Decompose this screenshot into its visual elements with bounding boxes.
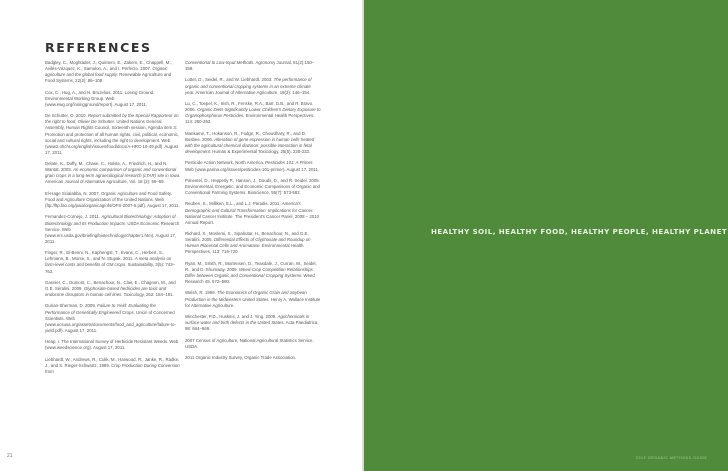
footer-caption: 2012 ORGANIC METHODS GUIDE (636, 456, 708, 460)
reference-entry (185, 131, 321, 155)
reference-entry (185, 178, 321, 196)
reference-text: Gasnier, C., Dumont, C., Benachour, N., Clair, E., Chagnon, M., and G.E. Séralini. 2009. (45, 279, 176, 291)
reference-text: Richard, S., Moslemi, S., Sipahutar, H., Benachour, N., and G.E. Seralini. 2005. (185, 231, 309, 243)
reference-text: Welsh, R. 1999. (185, 290, 218, 296)
references-column-1 (45, 60, 181, 380)
reference-entry (45, 191, 181, 209)
reference-entry (45, 280, 181, 298)
reference-text: America's Demographic and Cultural Transformation: Implications for Cancer. (185, 201, 314, 213)
reference-text: Glyphosate-based herbicides are toxic and endocrine disruptors in human cell lines. (45, 285, 167, 298)
reference-text: Gurian-Sherman, D. 2009. (45, 303, 98, 309)
reference-entry (185, 290, 321, 308)
reference-text: Renewable Agriculture and Food Systems, 22(2): 86–108. (45, 72, 172, 84)
reference-text: Sustainability, 3(5): 743–762. (45, 262, 176, 274)
page-number: 21 (7, 453, 13, 459)
reference-entry (45, 250, 181, 274)
reference-text: Ryan, M., Smith, R., Mortensen, D., Teasdale, J., Curran, W., Seidel, R., and D. Shumway. 2009. (185, 260, 317, 272)
reference-text: Agronomy Journal, 81(2):150–159. (185, 60, 315, 72)
reference-text: Liebhardt, W., Andrews, R., Culik, M., Harwood, R., Janke, R., Radke, J., and S. Rieger-Schwartz. 1989. (45, 356, 180, 368)
reference-entry (185, 355, 321, 361)
reference-text: Organic agriculture and the global food supply. (45, 66, 168, 78)
reference-entry (45, 113, 181, 156)
reference-text: Union of Concerned Scientists. Web (www.ucsusa.org/assets/documents/food_and_agriculture/failure-to-yield.pdf). August 17, 2011. (45, 309, 176, 333)
page-title: REFERENCES (45, 40, 152, 55)
reference-text: The Economics of Organic Grain and Soybean Production in the Midwestern United States. (185, 290, 307, 302)
tagline: HEALTHY SOIL, HEALTHY FOOD, HEALTHY PEOPLE, HEALTHY PLANET (431, 227, 728, 236)
reference-entry (45, 214, 181, 244)
reference-entry (45, 161, 181, 185)
reference-text: National Cancer Institute. The President's Cancer Panel, 2008 – 2010 Annual Report. (185, 213, 320, 225)
reference-text: Badgley, C., Moghtader, J., Quintero, E., Zakem, E., Chappell, M., Avilés-Vázquez, K., Samulon, A., and I. Perfecto. 2007. (45, 60, 172, 72)
reference-text: Cox, C., Hug, A., and N. Bruzelius. 2011. Losing Ground. Environmental Working Group. Web (www.ewg.org/losingground/report). August 17, 2011. (45, 89, 155, 107)
reference-entry (185, 261, 321, 285)
reference-text: American Journal of Alternative Agriculture, Vol. 18 (2): 59–69. (45, 179, 165, 185)
reference-text: Delate, K., Duffy, M., Chase, C., Holste, A., Friedrich, H., and N. Wantat. 2003. (45, 161, 168, 173)
reference-text: Environmental Health Perspectives, 114: 260-263. (185, 113, 315, 125)
reference-text: A meta analysis on farm-level costs and benefits of GM crops. (45, 256, 172, 268)
reference-text: United Nations General Assembly, Human Rights Council, Sixteenth session, Agenda item 3: Promotion and protection of all human rights, civil, political, economic, social and cultural rights, including the right to development. Web (www2.ohchr.org/english/issues/food/docs/A-HRC-16-49.pdf). August 17, 2011. (45, 119, 179, 155)
reference-text: Winchester, P.D., Huskins, J. and J. Ying. 2009. (185, 314, 278, 320)
reference-text: Human & Experimental Toxicology, 25(5): 225-233. (211, 149, 311, 155)
reference-text: Mankame, T., Hokanson, R., Fudge, R., Chowdhary, R., and D. Busbee. 2006. (185, 130, 307, 142)
reference-text: Web (www.panna.org/issues/pesticides-101-primer). August 17, 2011. (185, 166, 320, 172)
reference-entry (45, 90, 181, 108)
reference-entry (45, 339, 181, 351)
reference-entry (185, 60, 321, 72)
reference-entry (45, 303, 181, 333)
reference-text: 2011 Organic Industry Survey, Organic Trade Association. (185, 355, 297, 361)
reference-text: Pesticides 101: A Primer. (265, 160, 314, 166)
references-column-2 (185, 60, 321, 367)
reference-text: Environmental Health Perspectives, 113: 716-720. (185, 243, 304, 255)
reference-entry (185, 101, 321, 125)
reference-text: Crop Production During Conversion from (45, 362, 180, 374)
reference-text: Differential Effects of Glyphosate and Roundup on Human Placental Cells and Aromatase. (185, 237, 311, 249)
reference-text: Fernandez-Cornejo, J. 2011. (45, 214, 102, 220)
reference-text: El-Hage Scialabba, N. 2007. Organic Agriculture and Food Safety. Food and Agriculture Organization of the United Nations. Web (ftp://ftp.fao.org/paia/organicag/ofs/OFS-2007-5.pdf). August 17, 2011. (45, 190, 180, 209)
reference-text: Pesticide Action Network, North America. (185, 160, 266, 166)
reference-entry (45, 357, 181, 375)
reference-entry (45, 60, 181, 84)
reference-text: Agrichemicals in surface water and birth defects in the United States. (185, 314, 310, 326)
reference-text: Failure to Yield: Evaluating the Performance of Genetically Engineered Crops. (45, 303, 156, 315)
reference-text: 2007 Census of Agriculture, National Agricultural Statistics Service, USDA. (185, 337, 314, 349)
reference-text: Weed Research 49, 572–580. (185, 273, 315, 285)
reference-entry (185, 338, 321, 350)
reference-entry (185, 77, 321, 95)
reference-text: Pimentel, D., Hepperly P., Hanson, J., Douds, D., and R. Seidel. 2005. Environmental, Energetic, and Economic Comparisons of Organic and Conventional Farming Systems. Bioscience, 55(7): 573-582. (185, 177, 320, 196)
reference-text: Reuben, S., Milliken, E.L., and L.J. Paradis. 2011. (185, 201, 282, 207)
reference-text: Alteration of gene expression in human cells treated with the agricultural chemical diazinon: possible interaction in fetal development. (185, 136, 315, 155)
reference-text: De Schutter, O. 2010. (45, 113, 88, 119)
reference-entry (185, 160, 321, 172)
reference-text: Acta Paediatrica, 98: 664–669. (185, 320, 319, 332)
reference-entry (185, 231, 321, 255)
reference-text: Weed-Crop Competition Relationships Differ between Organic and Conventional Cropping Systems. (185, 266, 313, 278)
reference-entry (185, 314, 321, 332)
reference-text: Organic Diets Significantly Lower Children's Dietary Exposure to Organophosphorus Pesticides. (185, 107, 321, 119)
reference-entry (185, 201, 321, 225)
reference-text: Lu, C., Toepel, K., Irish, R., Fenske, R.A., Barr, D.B., and R. Bravo. 2006. (185, 101, 314, 113)
reference-text: An economic comparison of organic and conventional grain crops in a long-term agroecological research (LTAR) site in Iowa. (45, 167, 181, 179)
reference-text: American Journal of Alternative Agriculture, 18(3): 146–154. (194, 89, 311, 95)
reference-text: Conventional to Low-Input Methods. (185, 60, 255, 65)
reference-text: The performance of organic and conventional cropping systems in an extreme climate year. (185, 77, 312, 95)
reference-text: Toxicology, 262: 184–191. (122, 292, 174, 298)
reference-text: Finger, R., El-Benni, N., Kaphengst, T., Evans, C., Herbert, S., Lehmann, B., Morse, S., and N. Stupak. 2011. (45, 250, 165, 262)
reference-text: Report submitted by the Special Rapporteur on the right to food, Olivier De Schutter. (45, 113, 179, 125)
reference-text: USDA Economic Research Service. Web (www.ers.usda.gov/briefing/biotechnology/chapter1.htm). August 17, 2011. (45, 220, 180, 244)
reference-text: Lotter, D., Seidel, R., and W. Liebhardt. 2003. (185, 77, 274, 83)
reference-text: Agricultural Biotechnology: Adoption of Biotechnology and Its Production Impacts. (45, 214, 176, 226)
reference-text: Heap, I. The International Survey of Herbicide Resistant Weeds. Web (www.weedscience.org). August 17, 2011. (45, 339, 179, 351)
reference-text: Henry A. Wallace Institute for Alternative Agriculture. (185, 296, 321, 308)
